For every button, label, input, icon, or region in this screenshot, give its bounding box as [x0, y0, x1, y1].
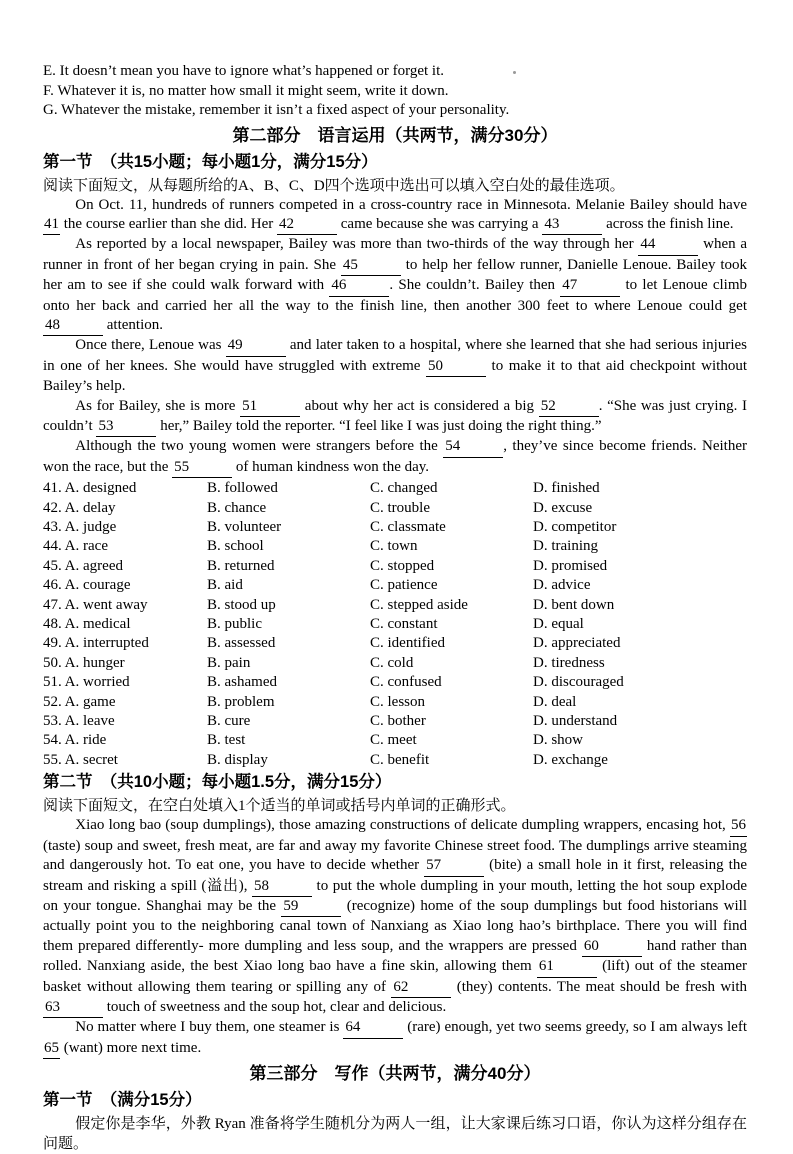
blank-57: 57: [424, 856, 484, 876]
blank-44: 44: [638, 235, 698, 255]
blank-60: 60: [582, 937, 642, 957]
option-a-cell: 52. A. game: [43, 693, 116, 710]
passage-paragraph: As reported by a local newspaper, Bailey was more than two-thirds of the way through her 44 when a runner in front of her began crying in pain. She 45 to help her fellow runner, Danielle Lenoue. Bailey took her am to see if she could walk forward with 46 . She couldn’t. Bailey then 47 to let Lenoue climb onto her back and carried her all the way to the finish line, then another 300 feet to where Lenoue could get 48 attention.: [43, 235, 747, 336]
question-row: [43, 712, 747, 731]
part2-section2-heading: 第二节 （共10小题；每小题1.5分，满分15分）: [43, 773, 392, 792]
option-b-cell: B. school: [207, 538, 264, 555]
option-a-cell: 45. A. agreed: [43, 557, 123, 574]
reading-task-leftover-options: [43, 62, 747, 121]
option-d-cell: D. bent down: [533, 596, 615, 613]
question-row: [43, 537, 747, 556]
option-c-cell: C. constant: [370, 616, 438, 633]
passage-paragraph: As for Bailey, she is more 51 about why her act is considered a big 52 . “She was just crying. I couldn’t 53 her,” Bailey told the reporter. “I feel like I was just doing the right thing.”: [43, 397, 747, 438]
blank-48: 48: [43, 316, 103, 336]
question-row: [43, 731, 747, 750]
option-c-cell: C. changed: [370, 480, 438, 497]
option-a-cell: 42. A. delay: [43, 499, 116, 516]
part2-section1-heading: 第一节 （共15小题；每小题1分，满分15分）: [43, 152, 378, 171]
option-d-cell: D. finished: [533, 480, 600, 497]
question-row: [43, 751, 747, 770]
option-c-cell: C. bother: [370, 713, 426, 730]
option-d-cell: D. training: [533, 538, 598, 555]
part3-section1-heading: 第一节 （满分15分）: [43, 1091, 202, 1110]
part2-section2-instructions: 阅读下面短文，在空白处填入1个适当的单词或括号内单词的正确形式。: [43, 798, 516, 815]
blank-64: 64: [343, 1018, 403, 1038]
option-c-cell: C. confused: [370, 674, 442, 691]
question-row: [43, 499, 747, 518]
blank-53: 53: [96, 417, 156, 437]
blank-54: 54: [443, 437, 503, 457]
blank-42: 42: [277, 215, 337, 235]
question-row: [43, 634, 747, 653]
option-c-cell: C. stepped aside: [370, 596, 468, 613]
option-b-cell: B. pain: [207, 654, 251, 671]
option-line-f: F. Whatever it is, no matter how small it might seem, write it down.: [43, 82, 449, 99]
blank-58: 58: [252, 877, 312, 897]
option-b-cell: B. stood up: [207, 596, 276, 613]
option-c-cell: C. identified: [370, 635, 445, 652]
option-b-cell: B. returned: [207, 557, 275, 574]
option-c-cell: C. lesson: [370, 693, 426, 710]
option-d-cell: D. equal: [533, 616, 584, 633]
blank-50: 50: [426, 357, 486, 377]
option-a-cell: 44. A. race: [43, 538, 108, 555]
option-b-cell: B. public: [207, 616, 262, 633]
passage-paragraph: On Oct. 11, hundreds of runners competed in a cross-country race in Minnesota. Melanie Bailey should have 41 the course earlier than she did. Her 42 came because she was carrying a 43 across the finish line.: [43, 196, 747, 236]
option-d-cell: D. competitor: [533, 519, 617, 535]
blank-47: 47: [560, 276, 620, 296]
option-a-cell: 49. A. interrupted: [43, 635, 149, 652]
option-d-cell: D. exchange: [533, 751, 608, 768]
option-a-cell: 43. A. judge: [43, 519, 117, 535]
option-b-cell: B. assessed: [207, 635, 276, 652]
blank-61: 61: [537, 957, 597, 977]
writing-prompt: 假定你是李华，外教 Ryan 准备将学生随机分为两人一组，让大家课后练习口语，你认为这样分组存在问题。: [43, 1116, 747, 1153]
option-a-cell: 53. A. leave: [43, 713, 115, 730]
blank-45: 45: [341, 256, 401, 276]
option-a-cell: 54. A. ride: [43, 732, 107, 749]
question-row: [43, 673, 747, 692]
blank-56: 56: [730, 816, 747, 836]
question-row: [43, 693, 747, 712]
part2-section1-instructions: 阅读下面短文，从每题所给的A、B、C、D四个选项中选出可以填入空白处的最佳选项。: [43, 177, 625, 194]
option-d-cell: D. show: [533, 732, 584, 749]
blank-63: 63: [43, 998, 103, 1018]
option-b-cell: B. ashamed: [207, 674, 277, 691]
option-d-cell: D. discouraged: [533, 674, 624, 691]
blank-49: 49: [226, 336, 286, 356]
blank-52: 52: [539, 397, 599, 417]
option-b-cell: B. followed: [207, 480, 278, 497]
blank-46: 46: [329, 276, 389, 296]
option-b-cell: B. volunteer: [207, 519, 282, 535]
option-b-cell: B. aid: [207, 577, 243, 594]
option-a-cell: 55. A. secret: [43, 751, 118, 768]
option-c-cell: C. trouble: [370, 499, 430, 516]
option-d-cell: D. advice: [533, 577, 591, 594]
question-row: [43, 518, 747, 537]
question-row: [43, 576, 747, 595]
option-a-cell: 41. A. designed: [43, 480, 137, 497]
option-c-cell: C. patience: [370, 577, 438, 594]
option-b-cell: B. chance: [207, 499, 267, 516]
option-b-cell: B. test: [207, 732, 246, 749]
option-a-cell: 47. A. went away: [43, 596, 148, 613]
blank-41: 41: [43, 215, 60, 235]
option-d-cell: D. tiredness: [533, 654, 605, 671]
question-row: [43, 479, 747, 498]
option-d-cell: D. promised: [533, 557, 608, 574]
blank-62: 62: [391, 978, 451, 998]
option-a-cell: 50. A. hunger: [43, 654, 125, 671]
blank-43: 43: [542, 215, 602, 235]
cloze-options-table: [43, 479, 747, 770]
blank-65: 65: [43, 1039, 60, 1059]
cloze-passage: [43, 196, 747, 479]
option-a-cell: 46. A. courage: [43, 577, 131, 594]
option-d-cell: D. excuse: [533, 499, 593, 516]
option-b-cell: B. problem: [207, 693, 275, 710]
option-c-cell: C. meet: [370, 732, 417, 749]
option-a-cell: 48. A. medical: [43, 616, 131, 633]
passage-paragraph: Xiao long bao (soup dumplings), those amazing constructions of delicate dumpling wrappers, encasing hot, 56 (taste) soup and sweet, fresh meat, are far and away my favorite Chinese street food. The dumplings arrive steaming and dangerously hot. To eat one, you have to decide whether 57 (bite) a small hole in it first, releasing the stream and risking a spill (溢出), 58 to put the whole dumpling in your mouth, letting the hot soup explode on your tongue. Shanghai may be the 59 (recognize) home of the soup dumplings but food historians will actually point you to the neighboring canal town of Nanxiang as Xiao long hao’s birthplace. There you will find them prepared differently- more dumpling and less soup, and the wrappers are pressed 60 hand rather than rolled. Nanxiang aside, the best Xiao long bao have a fine skin, allowing them 61 (lift) out of the steamer basket without allowing them tearing or spilling any of 62 (they) contents. The meat should be fresh with 63 touch of sweetness and the soup hot, clear and delicious.: [43, 816, 747, 1018]
passage-paragraph: No matter where I buy them, one steamer is 64 (rare) enough, yet two seems greedy, so I am always left 65 (want) more next time.: [43, 1018, 747, 1059]
option-c-cell: C. benefit: [370, 751, 430, 768]
question-row: [43, 615, 747, 634]
option-line-g: G. Whatever the mistake, remember it isn’t a fixed aspect of your personality.: [43, 102, 510, 118]
blank-51: 51: [240, 397, 300, 417]
option-c-cell: C. stopped: [370, 557, 435, 574]
question-row: [43, 654, 747, 673]
passage-paragraph: Although the two young women were strangers before the 54 , they’ve since become friends. Neither won the race, but the 55 of human kindness won the day.: [43, 437, 747, 478]
blank-55: 55: [172, 458, 232, 478]
option-c-cell: C. cold: [370, 654, 414, 671]
part2-heading: 第二部分 语言运用（共两节，满分30分）: [232, 125, 558, 145]
question-row: [43, 557, 747, 576]
passage-paragraph: Once there, Lenoue was 49 and later taken to a hospital, where she learned that she had serious injuries in one of her knees. She would have struggled with extreme 50 to make it to that aid checkpoint without Bailey’s help.: [43, 337, 747, 395]
option-d-cell: D. understand: [533, 713, 618, 730]
part3-heading: 第三部分 写作（共两节，满分40分）: [249, 1064, 541, 1084]
stray-mark: [513, 71, 516, 74]
fill-in-passage: [43, 816, 747, 1059]
option-b-cell: B. cure: [207, 713, 251, 730]
option-d-cell: D. appreciated: [533, 635, 621, 652]
option-b-cell: B. display: [207, 751, 268, 768]
blank-59: 59: [281, 897, 341, 917]
option-d-cell: D. deal: [533, 693, 577, 710]
option-c-cell: C. town: [370, 538, 418, 555]
option-a-cell: 51. A. worried: [43, 674, 130, 691]
option-c-cell: C. classmate: [370, 519, 446, 535]
option-line-e: E. It doesn’t mean you have to ignore what’s happened or forget it.: [43, 63, 445, 79]
question-row: [43, 596, 747, 615]
